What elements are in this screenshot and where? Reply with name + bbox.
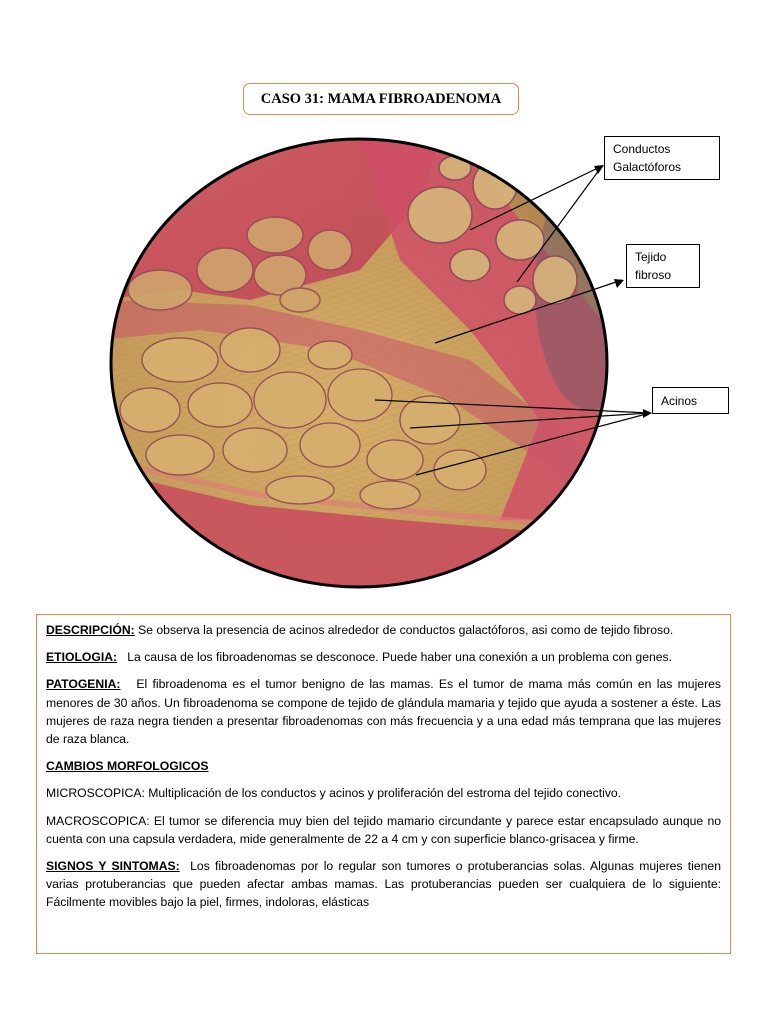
descripcion-paragraph: [46, 621, 721, 639]
etiologia-heading: ETIOLOGIA:: [46, 650, 118, 665]
descripcion-text: Se observa la presencia de acinos alrededor de conductos galactóforos, asi como de tejido fibroso.: [134, 623, 674, 637]
patogenia-paragraph: [46, 675, 725, 748]
cambios-paragraph: [46, 757, 721, 775]
page-title: CASO 31: MAMA FIBROADENOMA: [243, 83, 519, 115]
label-acinos: Acinos: [652, 387, 729, 414]
etiologia-text: La causa de los fibroadenomas se desconoce. Puede haber una conexión a un problema con genes.: [117, 650, 673, 665]
macroscopica-paragraph: MACROSCOPICA: El tumor se diferencia muy bien del tejido mamario circundante y parece estar encapsulado aunque no cuenta con una capsula verdadera, mide generalmente de 22 a 4 cm y con superficie blanco-grisacea y firme.: [46, 813, 721, 846]
description-panel: [36, 614, 731, 954]
label-tejido-line2: fibroso: [635, 268, 672, 282]
label-conductos-galactoforos: [604, 136, 720, 180]
label-conductos-line1: Conductos: [613, 142, 671, 156]
etiologia-paragraph: [46, 648, 721, 666]
patogenia-text: El fibroadenoma es el tumor benigno de las mamas. Es el tumor de mama más común en las mujeres menores de 30 años. Un fibroadenoma se compone de tejido de glándula mamaria y tejido que ayuda a sostener a éste. Las mujeres de raza negra tienden a presentar fibroadenomas con más frecuencia y a una edad más temprana que las mujeres de raza blanca.: [46, 677, 725, 747]
label-tejido-fibroso: [626, 244, 700, 288]
signos-heading: SIGNOS Y SINTOMAS:: [46, 859, 180, 874]
cambios-heading: CAMBIOS MORFOLOGICOS: [46, 759, 209, 774]
patogenia-heading: PATOGENIA:: [46, 677, 121, 692]
label-conductos-line2: Galactóforos: [613, 160, 682, 174]
signos-paragraph: [46, 857, 725, 912]
signos-text: Los fibroadenomas por lo regular son tumores o protuberancias solas. Algunas mujeres tienen varias protuberancias que pueden afectar ambas mamas. Las protuberancias pueden ser cualquiera de lo siguiente: Fácilmente movibles bajo la piel, firmes, indoloras, elásticas: [46, 859, 725, 910]
descripcion-heading: DESCRIPCIÓN:: [46, 623, 135, 637]
microscopica-paragraph: MICROSCOPICA: Multiplicación de los conductos y acinos y proliferación del estroma del tejido conectivo.: [46, 786, 622, 801]
label-tejido-line1: Tejido: [635, 250, 667, 264]
